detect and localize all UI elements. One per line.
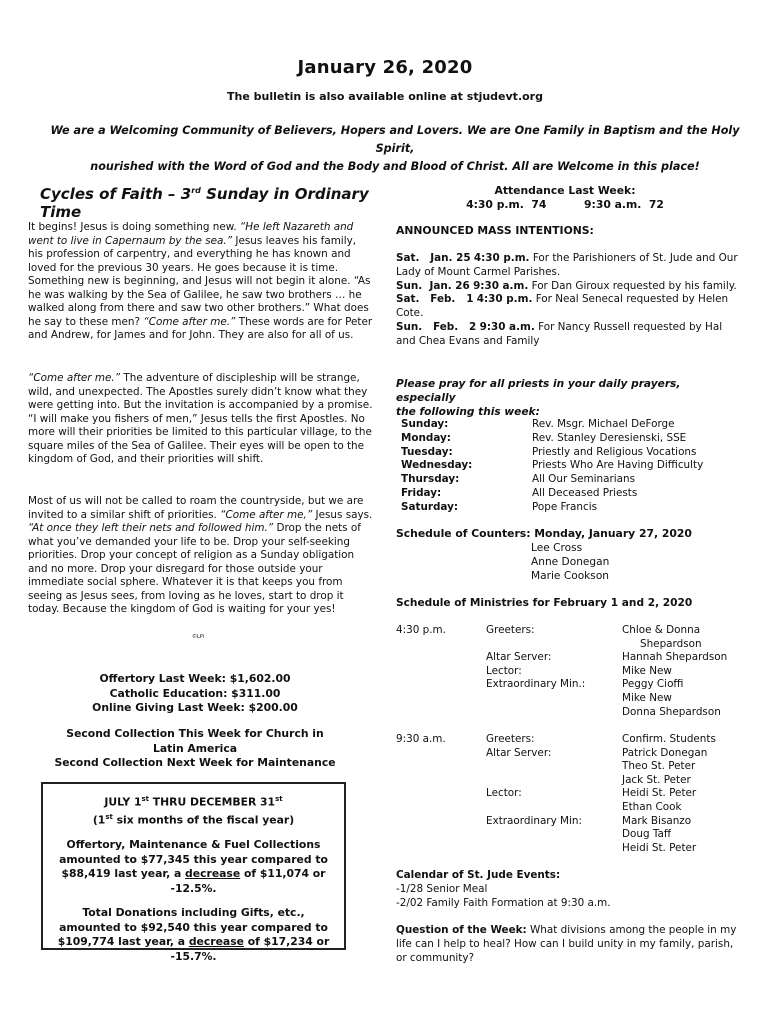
mass-time: 4:30 p.m. (473, 252, 530, 264)
prayer-day: Saturday: (401, 500, 459, 513)
ministry-name: Doug Taff (622, 828, 671, 841)
prayer-heading: Please pray for all priests in your daily prayers, especially the following this week: (396, 378, 681, 418)
calendar-item: -1/28 Senior Meal (396, 882, 488, 895)
fiscal-collections: Offertory, Maintenance & Fuel Collections amounted to $77,345 this year compared to $88,419 last year, a decrease of $11,074 or -12.5%. (59, 838, 328, 895)
prayer-intention: Priests Who Are Having Difficulty (532, 459, 704, 472)
welcome-statement (50, 122, 740, 176)
ministry-names (622, 815, 746, 856)
reflection-title-text: Cycles of Faith – 3 (40, 185, 192, 203)
prayer-day: Friday: (401, 486, 442, 499)
ministry-names (622, 787, 746, 814)
ministry-names (622, 678, 746, 719)
ministry-name: Patrick Donegan (622, 746, 708, 759)
counter-name: Anne Donegan (531, 556, 610, 568)
calendar-heading: Calendar of St. Jude Events: (396, 869, 561, 881)
second-collection (30, 727, 360, 771)
prayer-day: Sunday: (401, 418, 449, 430)
prayer-intention: Rev. Msgr. Michael DeForge (532, 418, 675, 430)
second-collection-line-1: Second Collection This Week for Church in (66, 727, 324, 740)
ministry-time (396, 651, 486, 665)
reflection-paragraph-2: “Come after me.” The adventure of discipleship will be strange, wild, and unexpected. The Apostles surely didn’t know what they were getting into. But the invitation is accompanied by a promise. “I will make you fishers of men,” Jesus tells the first Apostles. No more will their priorities be limited to this particular village, to the square miles of the Sea of Galilee. Their eyes will be open to the kingdom of God, and their priorities will shift. (28, 372, 373, 465)
ministries-sunday (396, 733, 746, 855)
ministry-time (396, 787, 486, 814)
prayer-schedule (401, 418, 741, 515)
ministries-heading: Schedule of Ministries for February 1 and 2, 2020 (396, 597, 693, 609)
prayer-day: Monday: (401, 431, 451, 444)
mass-intentions-heading: ANNOUNCED MASS INTENTIONS: (396, 224, 594, 237)
mass-intention (396, 293, 741, 321)
counters-schedule (396, 527, 692, 583)
mass-intention (396, 252, 741, 280)
prayer-intention: Priestly and Religious Vocations (532, 445, 697, 458)
ministry-name: Ethan Cook (622, 800, 682, 813)
ministry-name: Heidi St. Peter (622, 841, 697, 854)
mass-text: For Nancy Russell requested by Hal and Chea Evans and Family (396, 320, 723, 347)
bulletin-date: January 26, 2020 (297, 57, 473, 78)
ministry-time (396, 815, 486, 856)
reflection-title-rest: Sunday in Ordinary Time (40, 185, 369, 221)
prayer-day: Thursday: (401, 473, 460, 486)
prayer-day: Wednesday: (401, 459, 473, 472)
reflection-paragraph-3: Most of us will not be called to roam the countryside, but we are invited to a similar shift of priorities. “Come after me,” Jesus says. “At once they left their nets and followed him.” Drop the nets of what you’ve demanded your life to be. Drop your self-seeking priorities. Drop your concept of religion as a Sunday obligation and no more. Drop your disregard for those outside your immediate social sphere. Whatever it is that keeps you from seeing as Jesus sees, from loving as he loves, start to drop it today. Because the kingdom of God is waiting for your yes! (28, 495, 373, 615)
fiscal-period: JULY 1st THRU DECEMBER 31st (1st six months of the fiscal year) (92, 795, 295, 827)
ministry-names (622, 651, 746, 665)
prayer-intention: All Our Seminarians (532, 473, 635, 486)
offertory-amount: Offertory Last Week: $1,602.00 (99, 672, 291, 685)
welcome-line-2: nourished with the Word of God and the Body and Blood of Christ. All are Welcome in this place! (90, 160, 700, 173)
second-collection-next: Second Collection Next Week for Maintenance (54, 756, 336, 769)
fiscal-total-donations: Total Donations including Gifts, etc., amounted to $92,540 this year compared to $109,774 last year, a decrease of $17,234 or -15.7%. (57, 906, 330, 963)
calendar-item: -2/02 Family Faith Formation at 9:30 a.m. (396, 896, 611, 909)
ministry-role: Altar Server: (486, 651, 552, 664)
ministry-name: Shepardson (640, 637, 702, 650)
reflection-title-sup: rd (191, 186, 201, 195)
counters-names (396, 541, 692, 583)
reflection-title (40, 185, 380, 221)
counters-heading: Schedule of Counters: Monday, January 27, 2020 (396, 527, 692, 540)
ministry-time: 9:30 a.m. (396, 733, 446, 745)
ministry-name: Chloe & Donna (622, 624, 701, 636)
question-text: What divisions among the people in my life can I help to heal? How can I build unity in my family, parish, or community? (396, 924, 737, 964)
ministry-name: Confirm. Students (622, 733, 716, 745)
fiscal-summary-box (41, 782, 346, 963)
ministry-name: Mark Bisanzo (622, 814, 692, 827)
prayer-intention: Rev. Stanley Deresienski, SSE (532, 431, 687, 444)
ministry-name: Heidi St. Peter (622, 787, 697, 800)
online-note: The bulletin is also available online at stjudevt.org (227, 90, 543, 103)
attendance-counts: 4:30 p.m. 74 9:30 a.m. 72 (466, 197, 664, 211)
ministry-names (622, 747, 746, 788)
counter-name: Lee Cross (531, 542, 583, 554)
prayer-intention: All Deceased Priests (532, 486, 638, 499)
question-label: Question of the Week: (396, 924, 527, 936)
mass-intention (396, 280, 741, 294)
second-collection-line-2: Latin America (152, 741, 238, 755)
reflection-credit: ©LPi (192, 634, 205, 640)
mass-day: Sat. Feb. 1 (396, 293, 474, 306)
ministry-role: Extraordinary Min: (486, 814, 582, 827)
mass-text: For Dan Giroux requested by his family. (531, 279, 737, 292)
mass-intention (396, 321, 741, 349)
ministries-saturday (396, 624, 746, 719)
prayer-day: Tuesday: (401, 445, 453, 458)
ministry-time (396, 747, 486, 788)
offertory-summary (30, 672, 360, 716)
ministry-role: Extraordinary Min.: (486, 678, 586, 691)
attendance-title: Attendance Last Week: (494, 184, 636, 197)
mass-text: For Neal Senecal requested by Helen Cote. (396, 293, 729, 320)
ministry-name: Jack St. Peter (622, 773, 691, 786)
mass-day: Sun. Jan. 26 (396, 279, 470, 292)
calendar-events (396, 869, 741, 910)
mass-time: 4:30 p.m. (476, 293, 533, 306)
ministry-name: Mike New (622, 664, 672, 677)
mass-time: 9:30 a.m. (473, 279, 529, 292)
ministry-time (396, 665, 486, 679)
ministry-name: Mike New (622, 691, 672, 704)
attendance (400, 184, 730, 211)
ministry-role: Lector: (486, 664, 522, 677)
mass-day: Sun. Feb. 2 (396, 320, 477, 333)
ministry-role: Greeters: (486, 624, 535, 636)
ministry-name: Peggy Cioffi (622, 678, 684, 691)
ministry-role: Altar Server: (486, 746, 552, 759)
online-giving-amount: Online Giving Last Week: $200.00 (92, 701, 298, 714)
counter-name: Marie Cookson (531, 570, 610, 582)
ministry-names (622, 733, 746, 747)
mass-day: Sat. Jan. 25 (396, 252, 471, 264)
prayer-intention: Pope Francis (532, 500, 598, 513)
ministry-names (622, 665, 746, 679)
ministry-time (396, 678, 486, 719)
mass-text: For the Parishioners of St. Jude and Our Lady of Mount Carmel Parishes. (396, 252, 738, 278)
ministry-name: Theo St. Peter (622, 760, 696, 773)
mass-intentions-list (396, 252, 741, 349)
ministry-role: Lector: (486, 787, 522, 800)
question-of-week (396, 924, 741, 965)
welcome-line-1: We are a Welcoming Community of Believers, Hopers and Lovers. We are One Family in Baptism and the Holy Spirit, (50, 124, 740, 155)
ministry-name: Hannah Shepardson (622, 651, 728, 664)
mass-time: 9:30 a.m. (479, 320, 535, 333)
ministry-names (622, 624, 746, 651)
catholic-education-amount: Catholic Education: $311.00 (109, 686, 281, 700)
ministry-name: Donna Shepardson (622, 705, 721, 718)
ministry-role: Greeters: (486, 733, 535, 745)
ministry-time: 4:30 p.m. (396, 624, 446, 636)
reflection-paragraph-1: It begins! Jesus is doing something new. “He left Nazareth and went to live in Capernaum by the sea.” Jesus leaves his family, his profession of carpentry, and everything he has known and loved for the previous 30 years. He goes because it is time. Something new is beginning, and Jesus will not begin it alone. “As he was walking by the Sea of Galilee, he saw two brothers … he walked along from there and saw two other brothers.” What does he say to these men? “Come after me.” These words are for Peter and Andrew, for James and for John. They are also for all of us. (28, 221, 373, 341)
